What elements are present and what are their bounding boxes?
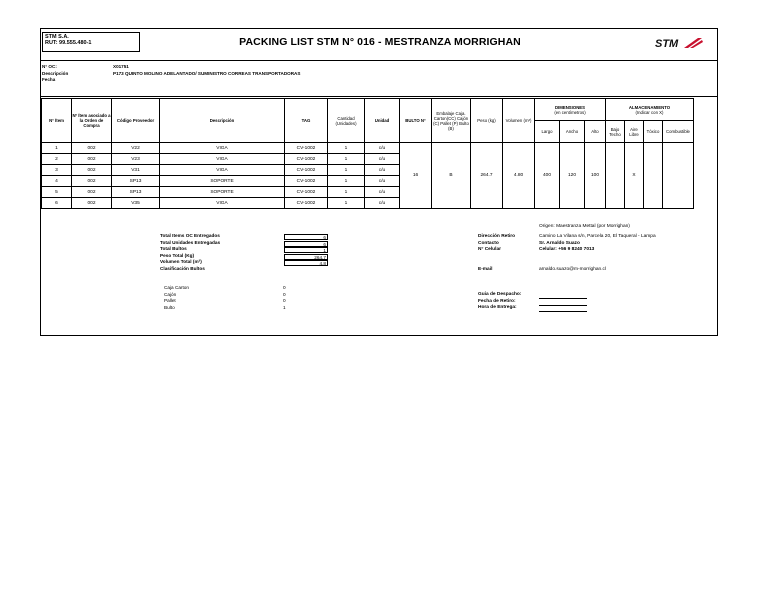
stm-logo-icon — [652, 35, 704, 51]
table-row — [42, 143, 694, 154]
cell-unidad: c/u — [365, 198, 400, 209]
cell-largo: 400 — [535, 143, 560, 209]
summary-unidades-label: Total Unidades Entregadas — [160, 239, 221, 245]
summary-labels — [160, 233, 220, 272]
cell-descripcion: SOPORTE — [160, 187, 285, 198]
cell-asociado: 002 — [72, 187, 112, 198]
cell-asociado: 002 — [72, 176, 112, 187]
meta-labels — [42, 64, 68, 84]
summary-items-value: 6 — [284, 234, 328, 240]
cell-volumen: 4.80 — [503, 143, 535, 209]
col-combustible: Combustible — [663, 121, 694, 143]
cell-cantidad: 1 — [328, 165, 365, 176]
guia-label: Guia de Despacho: — [478, 292, 522, 297]
header-row-1 — [42, 99, 694, 121]
clasif-list — [164, 285, 189, 311]
cell-cantidad: 1 — [328, 176, 365, 187]
summary-volumen-label: Volumen Total (m³) — [160, 259, 202, 264]
cell-bajo-techo — [606, 143, 625, 209]
cell-bulto: 16 — [400, 143, 432, 209]
col-bulto: BULTO N° — [400, 99, 432, 143]
cell-codigo: V22 — [112, 143, 160, 154]
cell-tag: CV-1002 — [285, 198, 328, 209]
origen-text: Origen: Maestranza Mettal (por Morrighan) — [539, 224, 630, 229]
summary-unidades-value: 6 — [284, 241, 328, 247]
cell-ancho: 120 — [560, 143, 585, 209]
cell-unidad: c/u — [365, 154, 400, 165]
despacho-labels — [478, 292, 521, 312]
oc-label: N° OC: — [42, 64, 57, 69]
fecha-retiro-line — [539, 305, 587, 306]
email-label: E-mail — [478, 267, 493, 272]
celular-value: Celular: +56 9 8240 7013 — [539, 247, 595, 252]
cell-cantidad: 1 — [328, 198, 365, 209]
summary-items-label: Total Items OC Entregados — [160, 233, 220, 238]
cell-cantidad: 1 — [328, 143, 365, 154]
header-divider — [40, 60, 718, 61]
summary-peso-label: Peso Total (Kg) — [160, 252, 195, 258]
summary-peso-value: 264.7 — [284, 254, 328, 260]
cell-descripcion: SOPORTE — [160, 176, 285, 187]
col-unidad: Unidad — [365, 99, 400, 143]
cell-descripcion: VIGA — [160, 143, 285, 154]
summary-bultos-value: 1 — [284, 247, 328, 253]
cell-unidad: c/u — [365, 165, 400, 176]
guia-line — [539, 298, 587, 299]
col-codigo: Código Proveedor — [112, 99, 160, 143]
almacenamiento-title: ALMACENAMIENTO — [628, 104, 671, 110]
description-value: P173 QUINTO MOLINO ADELANTADO/ SUMINISTRO CORREAS TRANSPORTADORAS — [113, 70, 301, 76]
dimensiones-title: DIMENSIONES — [554, 104, 586, 110]
stm-logo — [652, 35, 704, 51]
company-box — [42, 32, 140, 52]
clasif-pallet-value: 0 — [283, 298, 286, 303]
cell-asociado: 002 — [72, 143, 112, 154]
cell-unidad: c/u — [365, 143, 400, 154]
email-value: arnaldo.suazo@m-morrighan.cl — [539, 267, 606, 272]
company-name: STM S.A. — [45, 34, 69, 40]
cell-embalaje: B — [432, 143, 471, 209]
cell-asociado: 002 — [72, 165, 112, 176]
logo-text: STM — [655, 38, 679, 50]
contact-values — [539, 234, 656, 254]
cell-unidad: c/u — [365, 187, 400, 198]
cell-tag: CV-1002 — [285, 143, 328, 154]
col-tag: TAG — [285, 99, 328, 143]
col-embalaje: Embalaje Caja. Carton(CC) Cajón (C) Pallet (P) Bulto (B) — [432, 99, 471, 143]
cell-aire-libre: X — [625, 143, 644, 209]
cell-tag: CV-1002 — [285, 187, 328, 198]
description-label: Descripción — [42, 70, 69, 76]
cell-item: 1 — [42, 143, 72, 154]
col-peso: Peso (kg) — [471, 99, 503, 143]
cell-peso: 264.7 — [471, 143, 503, 209]
col-descripcion: Descripción — [160, 99, 285, 143]
dimensiones-subtitle: (en centímetros) — [554, 109, 586, 115]
clasif-cajon-label: Cajón — [164, 291, 177, 297]
col-dimensiones — [535, 99, 606, 121]
hora-entrega-line — [539, 311, 587, 312]
summary-volumen-value: 4.8 — [284, 260, 328, 266]
clasif-bulto-value: 1 — [283, 304, 286, 310]
cell-tag: CV-1002 — [285, 176, 328, 187]
cell-tag: CV-1002 — [285, 165, 328, 176]
col-bajo-techo: Bajo Techo — [606, 121, 625, 143]
document-title: PACKING LIST STM N° 016 - MESTRANZA MORRIGHAN — [239, 36, 521, 48]
cell-cantidad: 1 — [328, 187, 365, 198]
cell-codigo: V35 — [112, 198, 160, 209]
col-asociado: Nº Ítem asociado a la Orden de Compra — [72, 99, 112, 143]
cell-item: 2 — [42, 154, 72, 165]
cell-codigo: SP13 — [112, 176, 160, 187]
col-cantidad: Cantidad (Unidades) — [328, 99, 365, 143]
hora-entrega-label: Hora de Entrega: — [478, 305, 517, 310]
cell-item: 5 — [42, 187, 72, 198]
meta-values — [113, 64, 300, 77]
items-table — [41, 98, 694, 209]
cell-item: 6 — [42, 198, 72, 209]
col-volumen: Volumen (m³) — [503, 99, 535, 143]
clasif-bulto-label: Bulto — [164, 304, 175, 310]
direccion-label: Dirección Retiro — [478, 234, 516, 239]
cell-codigo: V31 — [112, 165, 160, 176]
oc-value: X01751 — [113, 64, 129, 69]
date-label: Fecha — [42, 77, 56, 82]
cell-codigo: SP13 — [112, 187, 160, 198]
summary-clasif-label: Clasificación Bultos — [160, 265, 205, 271]
summary-bultos-label: Total Bultos — [160, 246, 187, 251]
celular-label: N° Celular — [478, 247, 501, 252]
meta-divider — [40, 96, 718, 97]
contacto-label: Contacto — [478, 240, 499, 246]
clasif-values — [283, 285, 286, 311]
col-item: N° Ítem — [42, 99, 72, 143]
cell-item: 4 — [42, 176, 72, 187]
cell-asociado: 002 — [72, 154, 112, 165]
col-toxico: Tóxico — [644, 121, 663, 143]
cell-codigo: V23 — [112, 154, 160, 165]
contacto-value: Sr. Arnaldo Suazo — [539, 240, 580, 246]
clasif-pallet-label: Pallet — [164, 298, 176, 303]
col-almacenamiento — [606, 99, 694, 121]
cell-unidad: c/u — [365, 176, 400, 187]
cell-tag: CV-1002 — [285, 154, 328, 165]
cell-asociado: 002 — [72, 198, 112, 209]
cell-descripcion: VIGA — [160, 154, 285, 165]
fecha-retiro-label: Fecha de Retiro: — [478, 298, 516, 304]
clasif-caja-value: 0 — [283, 285, 286, 290]
direccion-value: Camino La Vilana s/n, Parcela 20, El Taqueral - Lampa — [539, 234, 656, 239]
company-rut: RUT: 99.555.480-1 — [45, 40, 92, 46]
col-largo: Largo — [535, 121, 560, 143]
col-ancho: Ancho — [560, 121, 585, 143]
cell-descripcion: VIGA — [160, 165, 285, 176]
almacenamiento-subtitle: (Indicar con X) — [635, 109, 664, 115]
cell-descripcion: VIGA — [160, 198, 285, 209]
clasif-cajon-value: 0 — [283, 291, 286, 297]
cell-alto: 100 — [585, 143, 606, 209]
contact-labels — [478, 234, 515, 254]
cell-cantidad: 1 — [328, 154, 365, 165]
col-alto: Alto — [585, 121, 606, 143]
col-aire-libre: Aire Libre — [625, 121, 644, 143]
cell-toxico — [644, 143, 663, 209]
cell-combustible — [663, 143, 694, 209]
clasif-caja-label: Caja Carton — [164, 285, 190, 290]
cell-item: 3 — [42, 165, 72, 176]
